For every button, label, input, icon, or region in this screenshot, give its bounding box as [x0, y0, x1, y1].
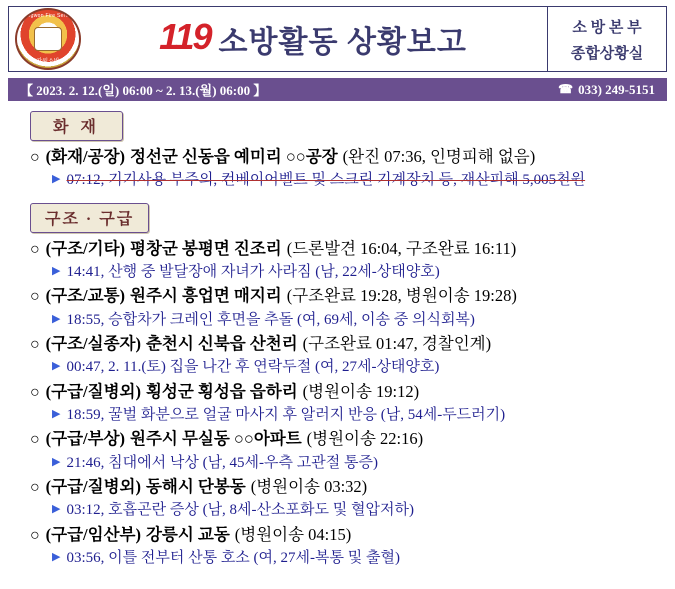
entry-status: (구조완료 01:47, 경찰인계) [302, 334, 492, 354]
report-entry [30, 523, 667, 570]
entry-detail-text: 03:12, 호흡곤란 증상 (남, 8세-산소포화도 및 혈압저하) [66, 502, 414, 519]
entry-detail-text: 07:12, 기기사용 부주의, 컨베이어벨트 및 스크린 기계장치 등, 재산피해 5,005천원 [66, 172, 586, 189]
circle-bullet-icon: ○ [30, 526, 40, 544]
page-title: 소방활동 상황보고 [218, 26, 467, 59]
report-entry [30, 237, 667, 284]
triangle-bullet-icon: ▶ [52, 264, 61, 277]
entry-location: 평창군 봉평면 진조리 [130, 238, 282, 258]
entry-detail-line [30, 452, 667, 475]
period-range: 【 2023. 2. 12.(일) 06:00 ~ 2. 13.(월) 06:00 】 [20, 83, 267, 98]
entry-status: (병원이송 22:16) [306, 429, 424, 449]
entry-detail-line [30, 261, 667, 284]
entry-detail-line [30, 499, 667, 522]
entry-location: 정선군 신동읍 예미리 ○○공장 [130, 147, 338, 166]
header-title-wrap [87, 17, 547, 61]
entry-category: (화재/공장) [45, 147, 126, 166]
entry-main-line [30, 284, 667, 308]
hq-line-1: 소 방 본 부 [572, 19, 642, 36]
section-entries [8, 237, 667, 570]
contact-info [558, 82, 655, 98]
emblem-top-text: Gangwon Fire Service [20, 13, 76, 19]
entry-main-line [30, 145, 667, 169]
entry-location: 횡성군 횡성읍 읍하리 [145, 381, 298, 401]
entry-main-line [30, 237, 667, 261]
entry-category: (구급/임산부) [45, 524, 141, 544]
entry-status: (병원이송 04:15) [234, 524, 352, 544]
entry-category: (구조/기타) [45, 238, 126, 258]
triangle-bullet-icon: ▶ [52, 173, 61, 186]
entry-detail-text: 14:41, 산행 중 발달장애 자녀가 사라짐 (남, 22세-상태양호) [66, 263, 440, 280]
triangle-bullet-icon: ▶ [52, 551, 61, 563]
circle-bullet-icon: ○ [30, 383, 40, 401]
report-entry [30, 332, 667, 379]
entry-location: 원주시 무실동 ○○아파트 [130, 429, 302, 449]
entry-location: 강릉시 교동 [145, 524, 230, 544]
entry-detail-line [30, 356, 667, 379]
phone-number: 033) 249-5151 [578, 81, 655, 97]
circle-bullet-icon: ○ [30, 479, 40, 497]
circle-bullet-icon: ○ [30, 240, 40, 258]
entry-detail-text: 18:55, 승합차가 크레인 후면을 추돌 (여, 69세, 이송 중 의식회복) [66, 311, 475, 328]
triangle-bullet-icon: ▶ [52, 407, 61, 420]
emblem-core-icon [34, 27, 62, 51]
agency-emblem [9, 8, 87, 70]
circle-bullet-icon: ○ [30, 149, 40, 166]
entry-main-line [30, 523, 667, 547]
triangle-bullet-icon: ▶ [52, 312, 61, 325]
headquarters-box [547, 7, 666, 71]
emblem-icon [15, 8, 81, 70]
emblem-bottom-text: 강원소방 [36, 59, 60, 65]
entry-detail-text: 03:56, 이틀 전부터 산통 호소 (여, 27세-복통 및 출혈) [66, 550, 400, 566]
entry-location: 춘천시 신북읍 산천리 [145, 334, 298, 354]
section-entries [8, 145, 667, 192]
entry-main-line [30, 427, 667, 451]
section-label: 화 재 [30, 111, 123, 141]
circle-bullet-icon: ○ [30, 288, 40, 306]
period-bar [8, 78, 667, 101]
logo-119: 119 [159, 16, 211, 57]
entry-detail-text: 00:47, 2. 11.(토) 집을 나간 후 연락두절 (여, 27세-상태양호) [66, 359, 440, 376]
entry-detail-text: 21:46, 침대에서 낙상 (남, 45세-우측 고관절 통증) [66, 454, 378, 471]
entry-detail-line [30, 547, 667, 570]
entry-category: (구급/질병외) [45, 477, 141, 497]
entry-category: (구조/실종자) [45, 334, 141, 354]
report-entry [30, 145, 667, 192]
circle-bullet-icon: ○ [30, 431, 40, 449]
entry-location: 원주시 흥업면 매지리 [130, 286, 282, 306]
entry-category: (구급/부상) [45, 429, 126, 449]
entry-main-line [30, 332, 667, 356]
report-entry [30, 284, 667, 331]
entry-status: (병원이송 19:12) [302, 381, 420, 401]
entry-location: 동해시 단봉동 [145, 477, 246, 497]
entry-status: (구조완료 19:28, 병원이송 19:28) [286, 286, 517, 306]
entry-detail-line [30, 309, 667, 332]
report-entry [30, 380, 667, 427]
report-entry [30, 427, 667, 474]
hq-line-2: 종합상황실 [570, 45, 644, 62]
entry-category: (구급/질병외) [45, 381, 141, 401]
entry-status: (완진 07:36, 인명피해 없음) [342, 147, 536, 166]
entry-detail-text: 18:59, 꿀벌 화분으로 얼굴 마사지 후 알러지 반응 (남, 54세-두드러기) [66, 406, 506, 423]
entry-status: (병원이송 03:32) [250, 477, 368, 497]
report-entry [30, 475, 667, 522]
triangle-bullet-icon: ▶ [52, 455, 61, 468]
entry-detail-line [30, 169, 667, 192]
report-sections [8, 101, 667, 570]
entry-status: (드론발견 16:04, 구조완료 16:11) [286, 238, 517, 258]
triangle-bullet-icon: ▶ [52, 360, 61, 373]
entry-category: (구조/교통) [45, 286, 126, 306]
report-header [8, 6, 667, 72]
entry-main-line [30, 475, 667, 499]
circle-bullet-icon: ○ [30, 336, 40, 354]
entry-main-line [30, 380, 667, 404]
phone-icon: ☎ [558, 82, 574, 96]
triangle-bullet-icon: ▶ [52, 503, 61, 516]
entry-detail-line [30, 404, 667, 427]
section-label: 구조 · 구급 [30, 203, 149, 233]
